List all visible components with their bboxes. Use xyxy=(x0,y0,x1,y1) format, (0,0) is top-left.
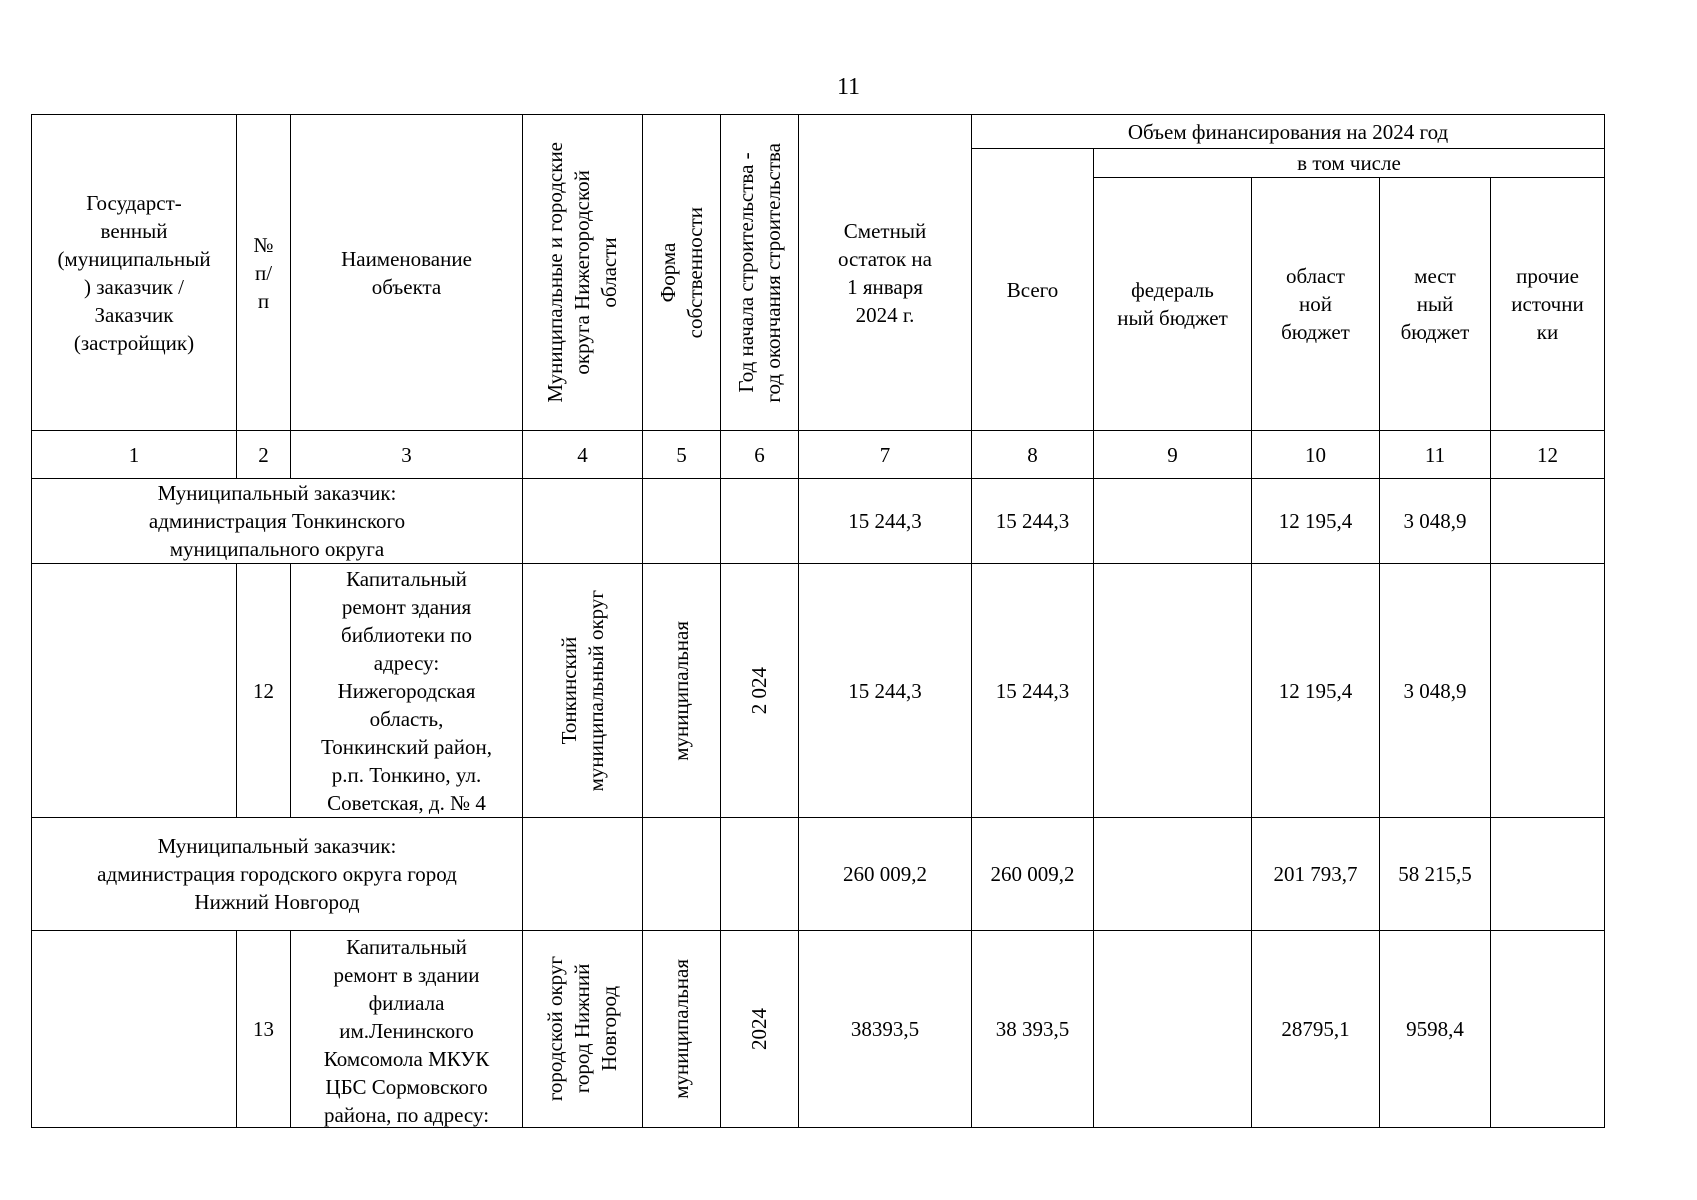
header-federal-budget: федераль ный бюджет xyxy=(1094,178,1252,431)
column-number: 9 xyxy=(1094,431,1252,479)
header-municipality: Муниципальные и городские округа Нижегородской области xyxy=(523,115,643,431)
page-number: 11 xyxy=(836,74,861,100)
column-number: 7 xyxy=(799,431,972,479)
group-customer: Муниципальный заказчик: администрация городского округа город Нижний Новгород xyxy=(32,818,523,931)
item-total: 38 393,5 xyxy=(972,931,1094,1128)
item-number: 12 xyxy=(237,564,291,818)
header-local-budget: мест ный бюджет xyxy=(1380,178,1491,431)
group-estimate: 260 009,2 xyxy=(799,818,972,931)
item-municipality: Тонкинский муниципальный округ xyxy=(523,564,643,818)
table-row-group xyxy=(32,479,1605,564)
item-years: 2024 xyxy=(721,931,799,1128)
item-regional: 28795,1 xyxy=(1252,931,1380,1128)
group-regional: 12 195,4 xyxy=(1252,479,1380,564)
item-total: 15 244,3 xyxy=(972,564,1094,818)
item-estimate: 15 244,3 xyxy=(799,564,972,818)
column-number: 5 xyxy=(643,431,721,479)
column-number: 10 xyxy=(1252,431,1380,479)
group-local: 58 215,5 xyxy=(1380,818,1491,931)
item-regional: 12 195,4 xyxy=(1252,564,1380,818)
header-other-sources: прочие источни ки xyxy=(1491,178,1605,431)
header-row-number: № п/ п xyxy=(237,115,291,431)
group-ownership-cell xyxy=(643,479,721,564)
group-federal xyxy=(1094,818,1252,931)
header-total: Всего xyxy=(972,149,1094,431)
table-row-group xyxy=(32,818,1605,931)
group-other xyxy=(1491,818,1605,931)
item-federal xyxy=(1094,564,1252,818)
column-number: 1 xyxy=(32,431,237,479)
group-ownership-cell xyxy=(643,818,721,931)
group-years-cell xyxy=(721,479,799,564)
item-years: 2 024 xyxy=(721,564,799,818)
item-estimate: 38393,5 xyxy=(799,931,972,1128)
group-municipality-cell xyxy=(523,479,643,564)
item-object-name: Капитальный ремонт здания библиотеки по адресу: Нижегородская область, Тонкинский район, р.п. Тонкино, ул. Советская, д. № 4 xyxy=(291,564,523,818)
header-customer: Государст- венный (муниципальный ) заказчик / Заказчик (застройщик) xyxy=(32,115,237,431)
group-local: 3 048,9 xyxy=(1380,479,1491,564)
group-total: 260 009,2 xyxy=(972,818,1094,931)
item-customer-cell xyxy=(32,564,237,818)
group-regional: 201 793,7 xyxy=(1252,818,1380,931)
header-object-name: Наименование объекта xyxy=(291,115,523,431)
column-number: 8 xyxy=(972,431,1094,479)
header-ownership: Форма собственности xyxy=(643,115,721,431)
item-ownership: муниципальная xyxy=(643,564,721,818)
group-federal xyxy=(1094,479,1252,564)
group-municipality-cell xyxy=(523,818,643,931)
item-ownership: муниципальная xyxy=(643,931,721,1128)
column-number: 4 xyxy=(523,431,643,479)
header-regional-budget: област ной бюджет xyxy=(1252,178,1380,431)
column-number: 2 xyxy=(237,431,291,479)
table-row-item xyxy=(32,564,1605,818)
financing-table xyxy=(31,114,1605,1128)
group-total: 15 244,3 xyxy=(972,479,1094,564)
table-row-item xyxy=(32,931,1605,1128)
item-local: 3 048,9 xyxy=(1380,564,1491,818)
header-estimate-balance: Сметный остаток на 1 января 2024 г. xyxy=(799,115,972,431)
item-other xyxy=(1491,931,1605,1128)
item-municipality: городской округ город Нижний Новгород xyxy=(523,931,643,1128)
item-object-name: Капитальный ремонт в здании филиала им.Ленинского Комсомола МКУК ЦБС Сормовского района, по адресу: xyxy=(291,931,523,1128)
header-financing-group: Объем финансирования на 2024 год xyxy=(972,115,1605,149)
item-federal xyxy=(1094,931,1252,1128)
item-other xyxy=(1491,564,1605,818)
group-years-cell xyxy=(721,818,799,931)
header-including: в том числе xyxy=(1094,149,1605,178)
item-local: 9598,4 xyxy=(1380,931,1491,1128)
column-number: 6 xyxy=(721,431,799,479)
item-number: 13 xyxy=(237,931,291,1128)
item-customer-cell xyxy=(32,931,237,1128)
header-years: Год начала строительства - год окончания строительства xyxy=(721,115,799,431)
column-number: 11 xyxy=(1380,431,1491,479)
group-other xyxy=(1491,479,1605,564)
column-number: 3 xyxy=(291,431,523,479)
column-number: 12 xyxy=(1491,431,1605,479)
group-customer: Муниципальный заказчик: администрация Тонкинского муниципального округа xyxy=(32,479,523,564)
group-estimate: 15 244,3 xyxy=(799,479,972,564)
